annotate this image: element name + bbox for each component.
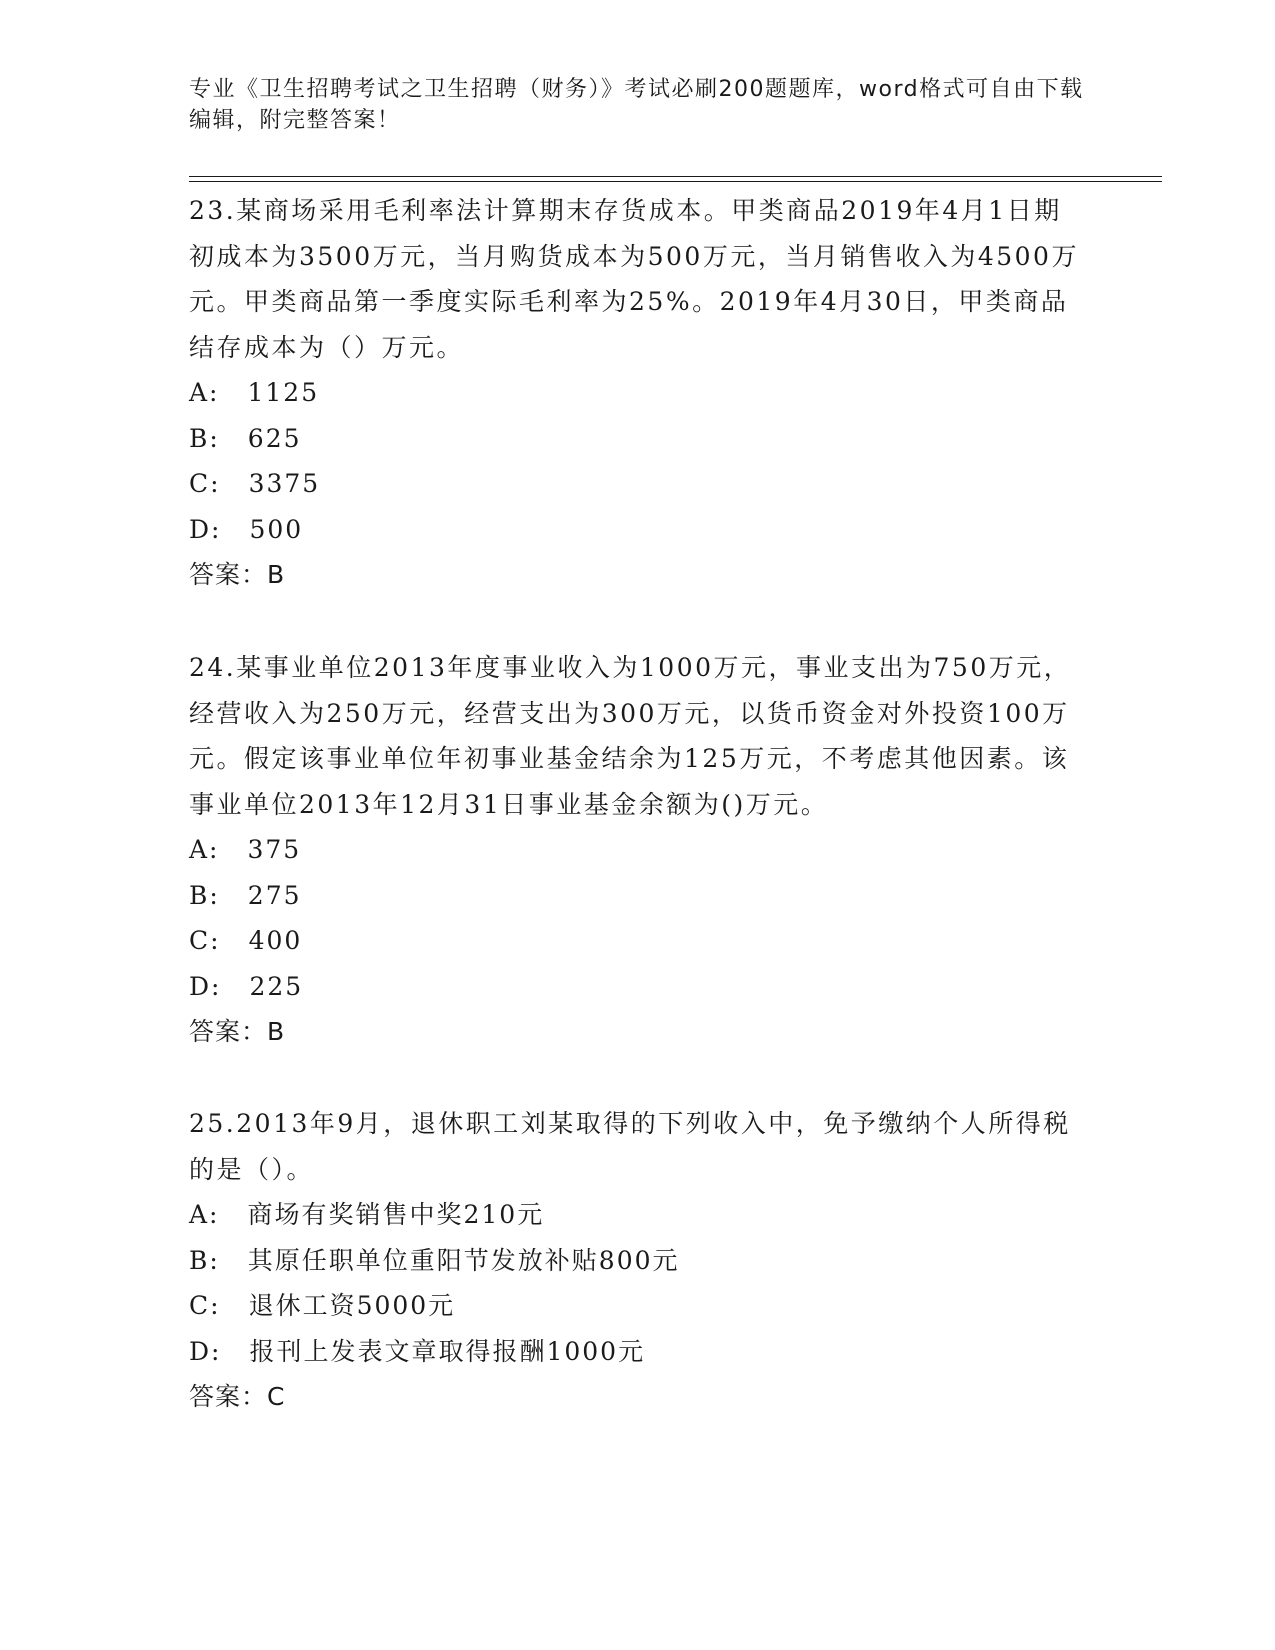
- answer-line: [189, 552, 1089, 598]
- option-text: 商场有奖销售中奖210元: [247, 1200, 545, 1229]
- answer-value: C: [267, 1382, 286, 1411]
- option-text: 退休工资5000元: [248, 1291, 456, 1320]
- option-a: [189, 1192, 1089, 1238]
- header-rule-bottom: [189, 181, 1162, 182]
- question-24: [189, 645, 1089, 1055]
- option-c: [189, 1283, 1089, 1329]
- answer-line: [189, 1374, 1089, 1420]
- option-text: 225: [249, 971, 304, 1001]
- option-key: A:: [189, 1200, 220, 1229]
- option-key: C:: [189, 926, 221, 955]
- option-a: [189, 827, 1089, 873]
- option-text: 3375: [248, 469, 321, 498]
- option-c: [189, 461, 1089, 507]
- option-text: 275: [247, 880, 302, 910]
- option-b: [189, 873, 1089, 919]
- option-key: D:: [189, 1336, 222, 1366]
- option-text: 500: [249, 514, 304, 544]
- answer-label: 答案：: [189, 1382, 268, 1411]
- option-d: [189, 1329, 1089, 1375]
- answer-value: B: [267, 1017, 286, 1046]
- question-stem: 23.某商场采用毛利率法计算期末存货成本。甲类商品2019年4月1日期初成本为3500万元，当月购货成本为500万元，当月销售收入为4500万元。甲类商品第一季度实际毛利率为25%。2019年4月30日，甲类商品结存成本为（）万元。: [189, 196, 1079, 362]
- option-c: [189, 918, 1089, 964]
- question-23: [189, 188, 1089, 598]
- option-text: 报刊上发表文章取得报酬1000元: [249, 1336, 646, 1366]
- question-stem: 25.2013年9月，退休职工刘某取得的下列收入中，免予缴纳个人所得税的是（）。: [189, 1109, 1071, 1184]
- option-key: D:: [189, 971, 222, 1001]
- option-d: [189, 964, 1089, 1010]
- answer-label: 答案：: [189, 560, 268, 589]
- question-stem: 24.某事业单位2013年度事业收入为1000万元，事业支出为750万元，经营收入为250万元，经营支出为300万元，以货币资金对外投资100万元。假定该事业单位年初事业基金结余为125万元，不考虑其他因素。该事业单位2013年12月31日事业基金余额为()万元。: [189, 653, 1072, 819]
- header-rule-top: [189, 176, 1162, 177]
- option-text: 375: [247, 835, 302, 864]
- option-text: 1125: [247, 378, 320, 407]
- answer-line: [189, 1009, 1089, 1055]
- option-key: B:: [189, 1245, 220, 1275]
- answer-value: B: [267, 560, 286, 589]
- option-key: B:: [189, 423, 220, 453]
- option-text: 400: [248, 926, 303, 955]
- option-b: [189, 416, 1089, 462]
- option-text: 其原任职单位重阳节发放补贴800元: [247, 1245, 680, 1275]
- option-text: 625: [247, 423, 302, 453]
- option-d: [189, 507, 1089, 553]
- answer-label: 答案：: [189, 1017, 268, 1046]
- option-key: D:: [189, 514, 222, 544]
- option-b: [189, 1238, 1089, 1284]
- option-key: A:: [189, 378, 220, 407]
- option-key: C:: [189, 469, 221, 498]
- option-a: [189, 370, 1089, 416]
- option-key: A:: [189, 835, 220, 864]
- document-header: 专业《卫生招聘考试之卫生招聘（财务）》考试必刷200题题库，word格式可自由下载编辑，附完整答案！: [189, 77, 1084, 133]
- option-key: B:: [189, 880, 220, 910]
- option-key: C:: [189, 1291, 221, 1320]
- question-25: [189, 1101, 1089, 1420]
